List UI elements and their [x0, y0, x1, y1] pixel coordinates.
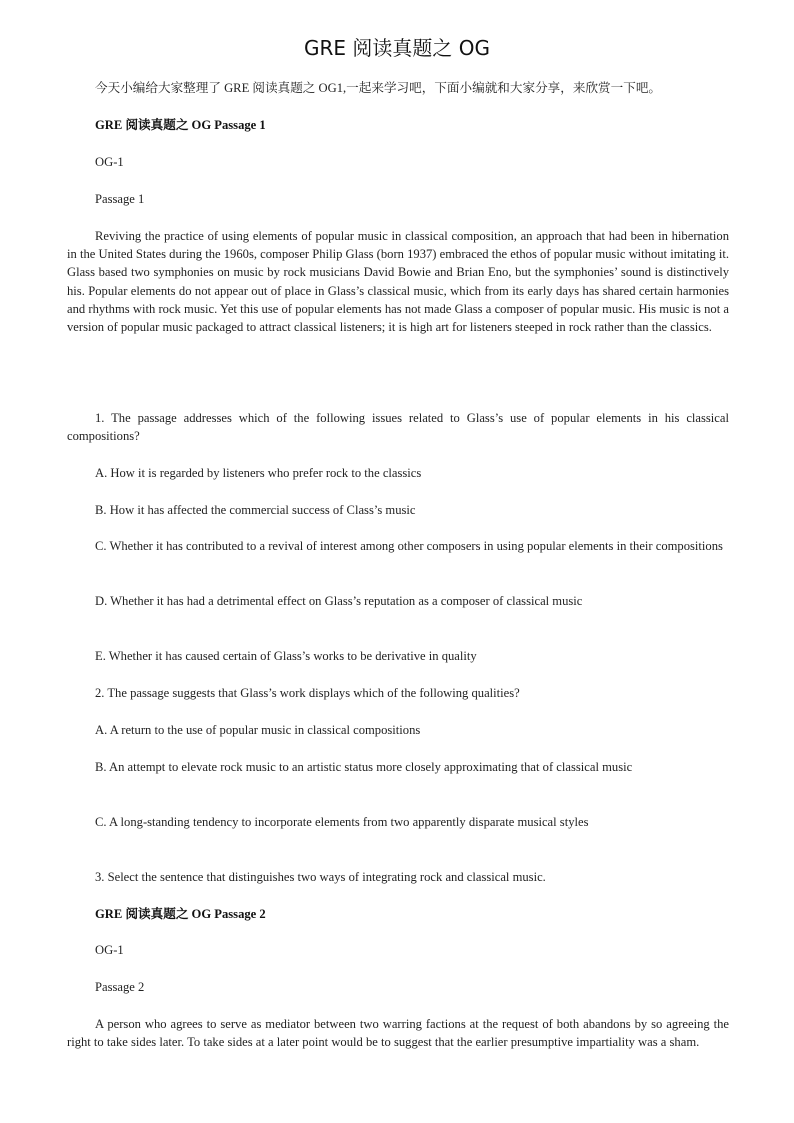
passage-1-text: Reviving the practice of using elements of popular music in classical composition, an approach that had been in hibernation in the United States during the 1960s, composer Philip Glass (born 1937) embraced the ethos of popular music without imitating it. Glass based two symphonies on music by rock musicians David Bowie and Brian Eno, but the symphonies’ sound is distinctively his. Popular elements do not appear out of place in Glass’s classical music, which from its early days has shared certain harmonies and rhythms with rock music. Yet this use of popular elements has not made Glass a composer of popular music. His music is not a version of popular music packaged to attract classical listeners; it is high art for listeners steeped in rock rather than the classics.: [67, 229, 729, 335]
question-1-option-b: B. How it has affected the commercial success of Class’s music: [95, 503, 416, 517]
page-title: GRE 阅读真题之 OG: [304, 36, 490, 60]
passage-label-1: Passage 1: [95, 192, 145, 206]
passage-2-text: A person who agrees to serve as mediator between two warring factions at the request of both abandons by so agreeing the right to take sides later. To take sides at a later point would be to suggest that the earlier presumptive impartiality was a sham.: [67, 1017, 729, 1050]
question-1-option-e: E. Whether it has caused certain of Glass’s works to be derivative in quality: [95, 649, 477, 663]
question-2-option-c: C. A long-standing tendency to incorporate elements from two apparently disparate musical styles: [95, 815, 589, 829]
question-2: 2. The passage suggests that Glass’s work displays which of the following qualities?: [95, 686, 520, 700]
question-1-option-d: D. Whether it has had a detrimental effect on Glass’s reputation as a composer of classical music: [95, 594, 583, 608]
question-2-option-b: B. An attempt to elevate rock music to an artistic status more closely approximating that of classical music: [95, 760, 633, 774]
question-1-option-c: C. Whether it has contributed to a revival of interest among other composers in using popular elements in their compositions: [95, 539, 723, 553]
question-2-option-a: A. A return to the use of popular music in classical compositions: [95, 723, 421, 737]
section-heading-passage-2: GRE 阅读真题之 OG Passage 2: [95, 907, 266, 921]
question-3: 3. Select the sentence that distinguishes two ways of integrating rock and classical music.: [95, 870, 546, 884]
question-1-option-a: A. How it is regarded by listeners who prefer rock to the classics: [95, 466, 422, 480]
passage-label-2: Passage 2: [95, 980, 145, 994]
question-1: 1. The passage addresses which of the following issues related to Glass’s use of popular elements in his classical compositions?: [67, 411, 729, 444]
og-label-2: OG-1: [95, 943, 124, 957]
intro-paragraph: 今天小编给大家整理了 GRE 阅读真题之 OG1,一起来学习吧，下面小编就和大家分享，来欣赏一下吧。: [95, 81, 662, 95]
section-heading-passage-1: GRE 阅读真题之 OG Passage 1: [95, 118, 266, 132]
og-label-1: OG-1: [95, 155, 124, 169]
